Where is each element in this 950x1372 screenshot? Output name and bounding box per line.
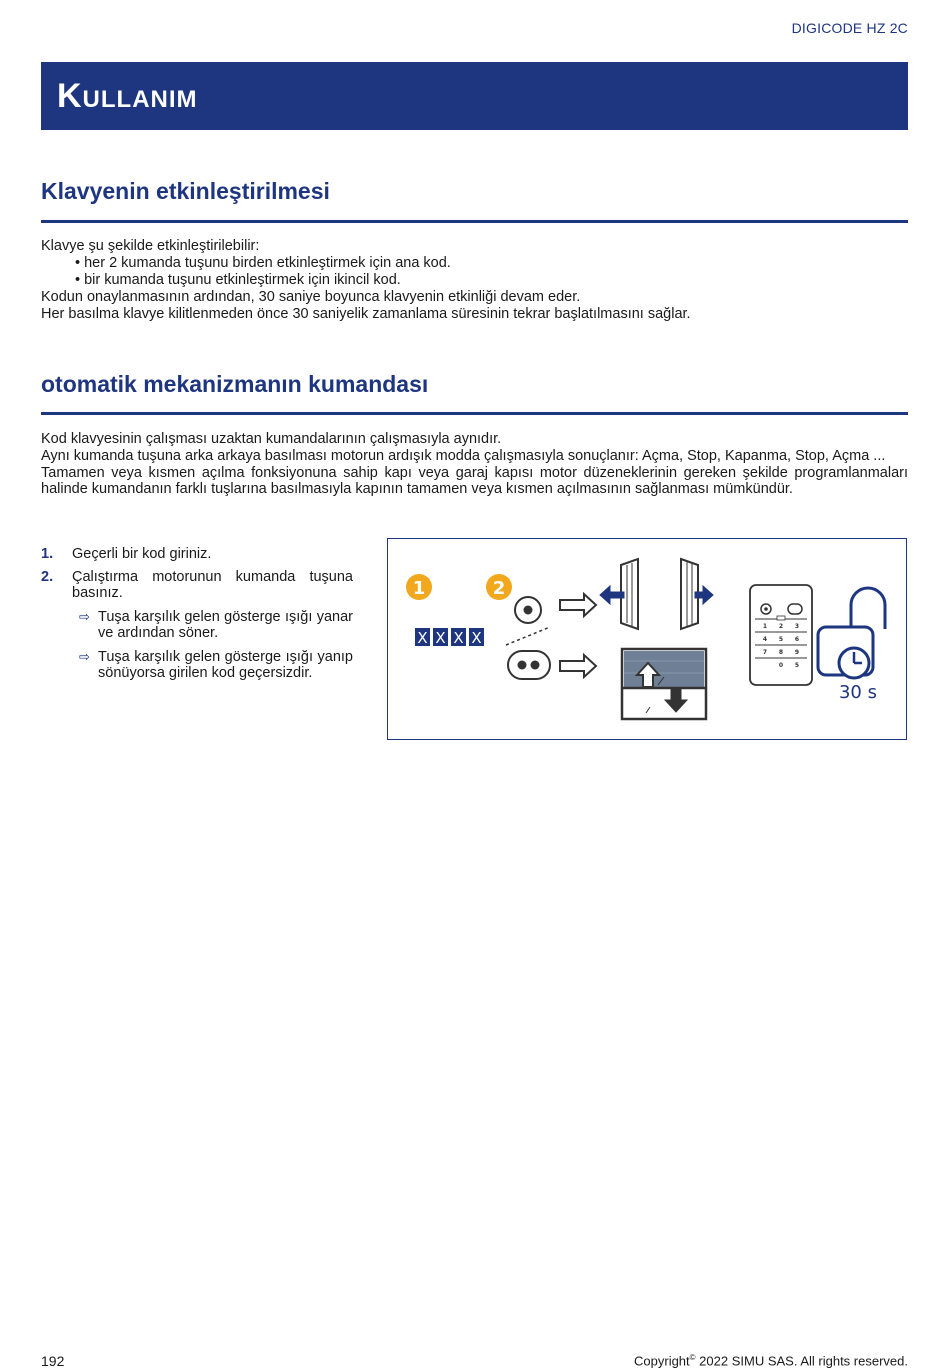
document-id: DIGICODE HZ 2C xyxy=(791,20,908,36)
step-badge-2 xyxy=(486,574,512,600)
keypad-key: 3 xyxy=(794,623,800,630)
badge-number: 1 xyxy=(412,578,426,599)
sub-step-item xyxy=(41,609,353,641)
step-number: 2. xyxy=(41,569,54,585)
garage-door-icon xyxy=(622,649,706,719)
step-text: Geçerli bir kod giriniz. xyxy=(72,546,212,562)
control-paragraph: Aynı kumanda tuşuna arka arkaya basılması motorun ardışık modda çalışmasıyla sonuçlanır: Açma, Stop, Kapanma, Stop, Açma ... xyxy=(41,448,886,464)
copyright-notice xyxy=(634,1353,908,1368)
keypad-key: 8 xyxy=(778,649,784,656)
activation-line: Her basılma klavye kilitlenmeden önce 30 saniyelik zamanlama süresinin tekrar başlatılmasını sağlar. xyxy=(41,306,691,322)
bullet-item: • bir kumanda tuşunu etkinleştirmek için ikincil kod. xyxy=(75,272,401,288)
right-arrow-icon: ⇨ xyxy=(79,649,90,664)
keypad-key: 1 xyxy=(762,623,768,630)
sub-step-item xyxy=(41,649,353,681)
keypad-device-icon xyxy=(750,585,812,685)
step-item xyxy=(41,546,353,562)
swing-gate-icon xyxy=(600,559,713,629)
code-entry-icon xyxy=(415,628,484,647)
code-char: X xyxy=(435,629,446,647)
step-list xyxy=(41,546,353,681)
sub-step-text: Tuşa karşılık gelen gösterge ışığı yanar ve ardından söner. xyxy=(98,609,353,641)
control-paragraph: Tamamen veya kısmen açılma fonksiyonuna sahip kapı veya garaj kapısı motor düzeneklerinin gereken şekilde programlanmaları halinde kumandanın farklı tuşlarına basılmasıyla kapının tamamen veya kısmen açılmasının sağlanması mümkündür. xyxy=(41,465,908,497)
badge-number: 2 xyxy=(492,578,506,599)
single-button-icon xyxy=(515,597,541,623)
control-text xyxy=(41,431,908,497)
keypad-key: 2 xyxy=(778,623,784,630)
keypad-key: 4 xyxy=(762,636,768,643)
chapter-banner xyxy=(41,62,908,130)
operation-illustration xyxy=(387,538,907,740)
step-text: Çalıştırma motorunun kumanda tuşuna basınız. xyxy=(72,569,353,601)
code-char: X xyxy=(453,629,464,647)
timer-label: 30 s xyxy=(838,682,878,703)
copyright-symbol: © xyxy=(689,1353,696,1362)
right-arrow-icon: ⇨ xyxy=(79,609,90,624)
chapter-title: Kullanım xyxy=(57,77,198,115)
copyright-text: 2022 SIMU SAS. All rights reserved. xyxy=(695,1353,908,1369)
right-arrow-icon xyxy=(560,655,596,677)
clock-icon xyxy=(839,648,869,678)
double-button-icon xyxy=(508,651,550,679)
section-divider xyxy=(41,220,908,223)
keypad-key: 9 xyxy=(794,649,800,656)
activation-line: Kodun onaylanmasının ardından, 30 saniye boyunca klavyenin etkinliği devam eder. xyxy=(41,289,581,305)
sub-step-text: Tuşa karşılık gelen gösterge ışığı yanıp sönüyorsa girilen kod geçersizdir. xyxy=(98,649,353,681)
keypad-key: 0 xyxy=(778,662,784,669)
step-item xyxy=(41,569,353,601)
code-char: X xyxy=(417,629,428,647)
control-paragraph: Kod klavyesinin çalışması uzaktan kumandalarının çalışmasıyla aynıdır. xyxy=(41,431,502,447)
copyright-prefix: Copyright xyxy=(634,1353,690,1369)
code-char: X xyxy=(471,629,482,647)
keypad-key: 5 xyxy=(794,662,800,669)
keypad-key: 5 xyxy=(778,636,784,643)
right-arrow-icon xyxy=(560,594,596,616)
step-badge-1 xyxy=(406,574,432,600)
divider-line xyxy=(506,627,550,645)
activation-text xyxy=(41,238,908,323)
activation-intro: Klavye şu şekilde etkinleştirilebilir: xyxy=(41,238,260,254)
keypad-key: 7 xyxy=(762,649,768,656)
page-number: 192 xyxy=(41,1353,65,1369)
section-title-control: otomatik mekanizmanın kumandası xyxy=(41,371,429,397)
section-divider xyxy=(41,412,908,415)
bullet-item: • her 2 kumanda tuşunu birden etkinleştirmek için ana kod. xyxy=(75,255,451,271)
keypad-key: 6 xyxy=(794,636,800,643)
section-title-activation: Klavyenin etkinleştirilmesi xyxy=(41,178,330,204)
step-number: 1. xyxy=(41,546,54,562)
